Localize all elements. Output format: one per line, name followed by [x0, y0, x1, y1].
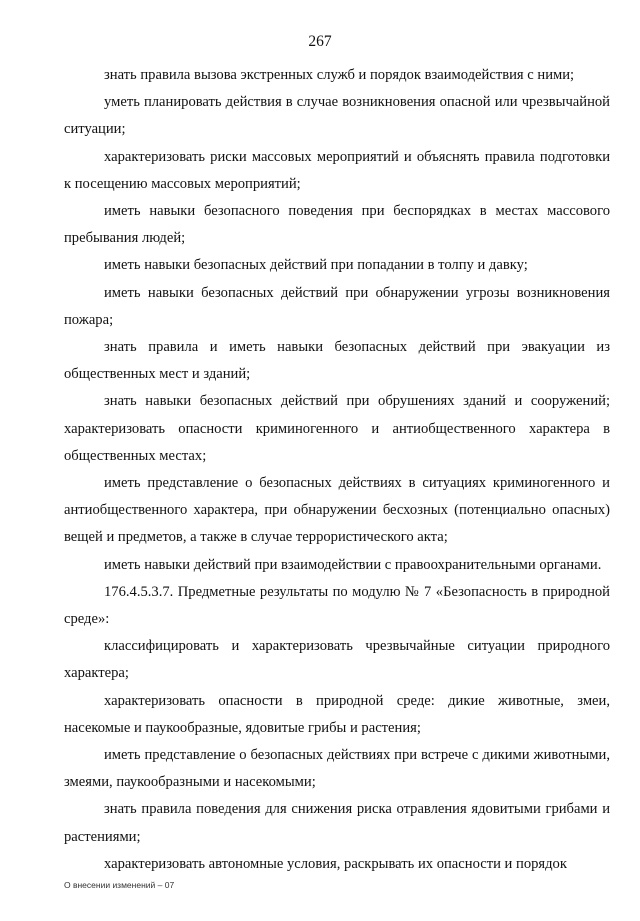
paragraph: знать правила поведения для снижения риска отравления ядовитыми грибами и растениями; [64, 801, 610, 845]
paragraph: знать правила вызова экстренных служб и порядок взаимодействия с ними; [104, 67, 575, 83]
paragraph: иметь навыки безопасных действий при обнаружении угрозы возникновения пожара; [64, 284, 610, 328]
paragraph: уметь планировать действия в случае возникновения опасной или чрезвычайной ситуации; [64, 94, 610, 138]
paragraph: характеризовать автономные условия, раскрывать их опасности и порядок [104, 855, 567, 872]
paragraph: иметь навыки безопасного поведения при беспорядках в местах массового пребывания людей; [64, 203, 610, 247]
paragraph: знать навыки безопасных действий при обрушениях зданий и сооружений; характеризовать опасности криминогенного и антиобщественного характера в общественных местах; [64, 393, 610, 464]
page-footer: О внесении изменений – 07 [64, 880, 175, 890]
document-body [64, 62, 610, 878]
paragraph: иметь навыки действий при взаимодействии с правоохранительными органами. [104, 556, 602, 573]
paragraph: знать правила и иметь навыки безопасных действий при эвакуации из общественных мест и зданий; [64, 339, 610, 383]
paragraph: иметь представление о безопасных действиях в ситуациях криминогенного и антиобщественного характера, при обнаружении бесхозных (потенциально опасных) вещей и предметов, а также в случае террористического акта; [64, 475, 610, 546]
paragraph: характеризовать риски массовых мероприятий и объяснять правила подготовки к посещению массовых мероприятий; [64, 148, 610, 192]
page-number: 267 [308, 33, 332, 50]
paragraph: классифицировать и характеризовать чрезвычайные ситуации природного характера; [64, 638, 610, 682]
paragraph: характеризовать опасности в природной среде: дикие животные, змеи, насекомые и паукообразные, ядовитые грибы и растения; [64, 692, 610, 736]
paragraph: иметь навыки безопасных действий при попадании в толпу и давку; [104, 257, 528, 274]
section-heading-paragraph: 176.4.5.3.7. Предметные результаты по модулю № 7 «Безопасность в природной среде»: [64, 583, 610, 628]
paragraph: иметь представление о безопасных действиях при встрече с дикими животными, змеями, паукообразными и насекомыми; [64, 747, 610, 791]
